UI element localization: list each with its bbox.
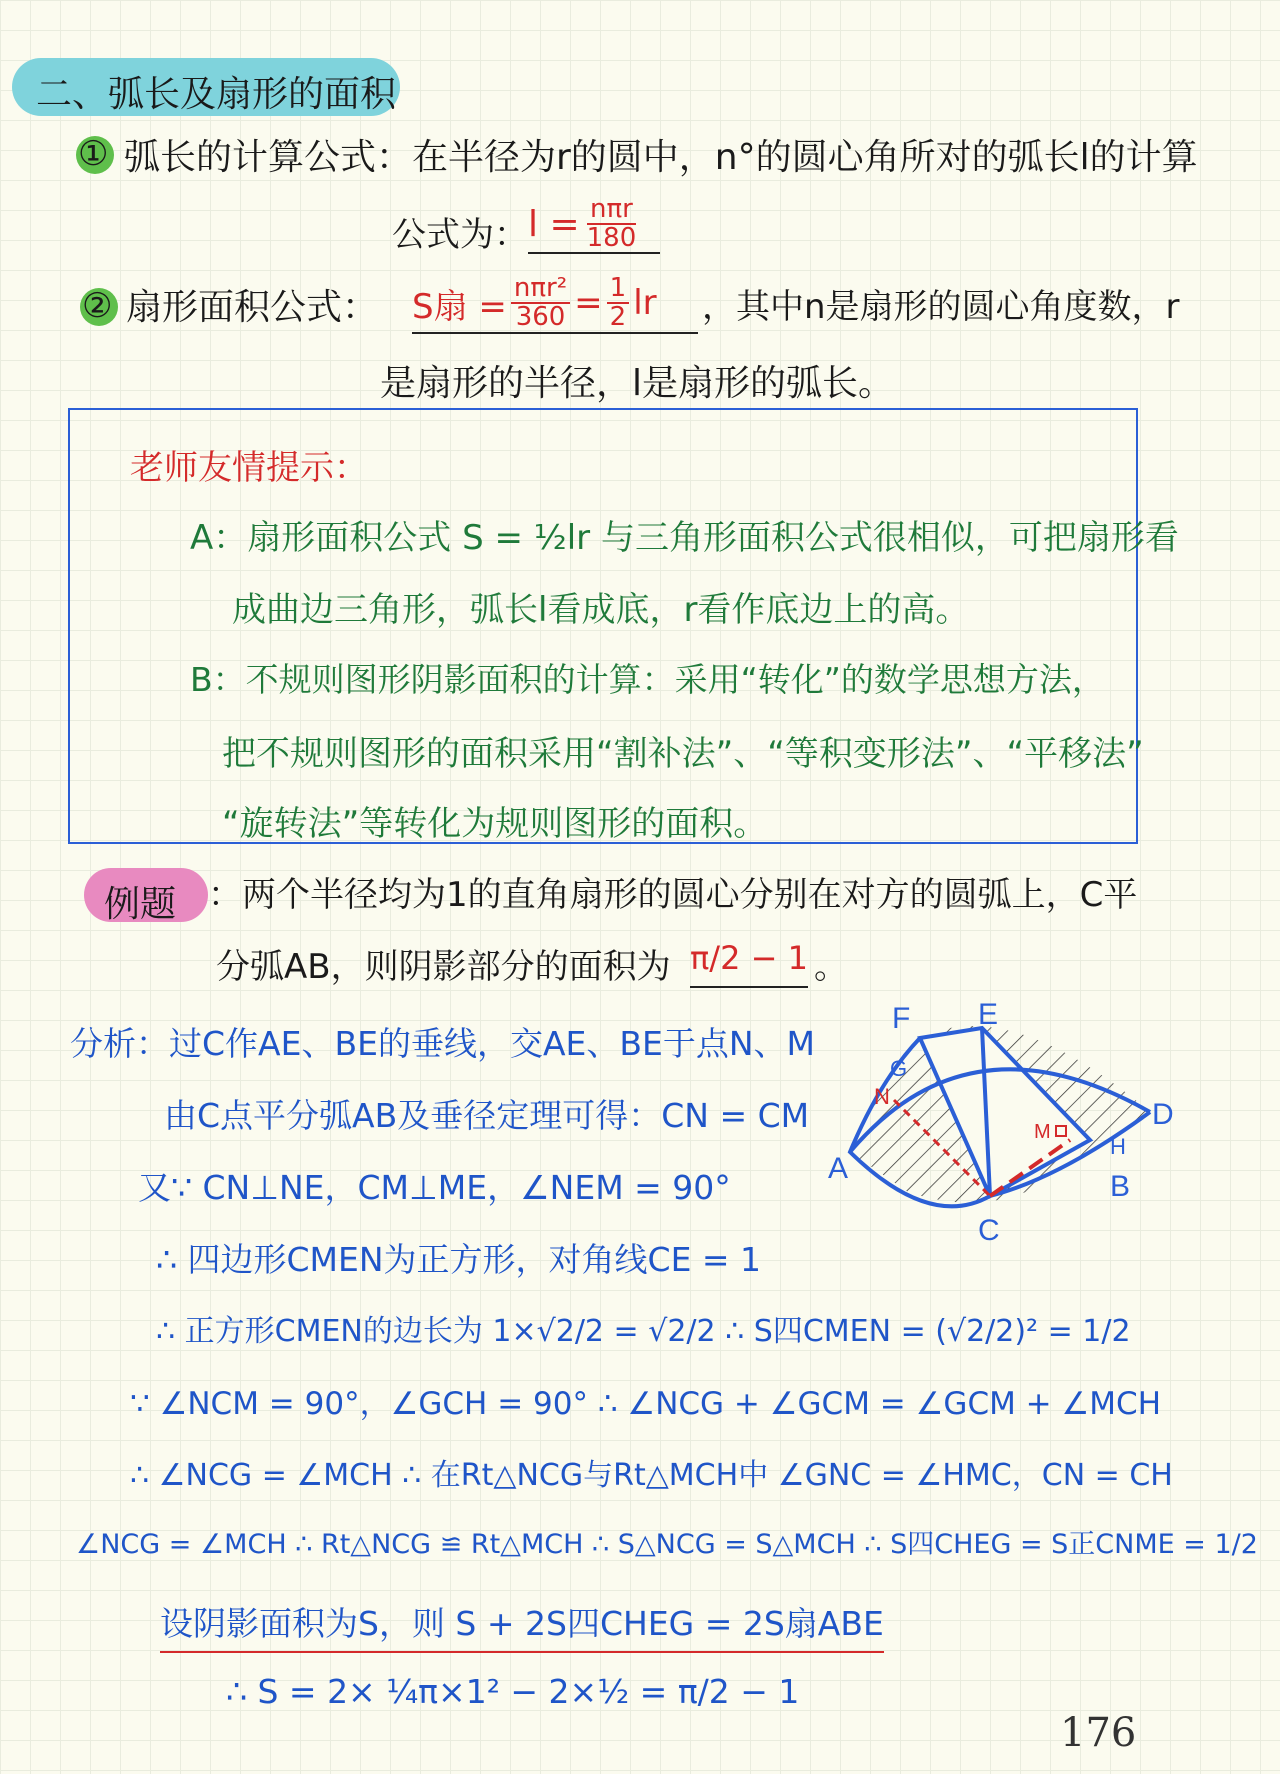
item2-number: ② [82,286,113,326]
item2-label: 扇形面积公式： [126,287,379,328]
arc-length-lhs: l = [528,203,580,245]
item2-desc1: ，其中n是扇形的圆心角度数，r [702,287,1180,327]
sector-area-frac1-den: 360 [515,302,566,332]
sector-area-frac2-num: 1 [607,275,630,304]
arc-length-numerator: nπr [587,196,636,225]
label-f: F [892,1002,911,1035]
label-c: C [978,1214,1000,1247]
label-a: A [828,1152,849,1185]
tip-a-line1: A：扇形面积公式 S = ½lr 与三角形面积公式很相似，可把扇形看 [190,518,1179,558]
sector-area-frac1-num: nπr² [511,275,570,304]
sector-area-lhs: S扇 = [412,286,507,327]
label-b: B [1110,1170,1131,1203]
label-g: G [890,1056,908,1081]
label-n: N [874,1084,890,1109]
arc-length-fraction [584,193,640,253]
geometry-figure [820,1000,1180,1250]
analysis-line1: 分析：过C作AE、BE的垂线，交AE、BE于点N、M [70,1024,816,1063]
item2-desc2: 是扇形的半径，l是扇形的弧长。 [380,363,895,404]
analysis-line8: ∠NCG = ∠MCH ∴ Rt△NCG ≌ Rt△MCH ∴ S△NCG = S△MCH ∴ S四CHEG = S正CNME = 1/2 [76,1529,1258,1560]
label-h: H [1110,1134,1126,1159]
teacher-tips-title: 老师友情提示： [130,448,368,488]
arc-length-denominator: 180 [586,223,637,253]
analysis-line7: ∴ ∠NCG = ∠MCH ∴ 在Rt△NCG与Rt△MCH中 ∠GNC = ∠HMC，CN = CH [130,1458,1173,1493]
tip-b-line3: “旋转法”等转化为规则图形的面积。 [222,804,768,844]
example-label: 例题 [104,884,177,925]
analysis-line9: 设阴影面积为S，则 S + 2S四CHEG = 2S扇ABE [160,1598,884,1653]
sector-area-fraction2 [607,272,630,332]
analysis-line5: ∴ 正方形CMEN的边长为 1×√2/2 = √2/2 ∴ S四CMEN = (√2/2)² = 1/2 [156,1314,1131,1349]
sector-area-tail: lr [633,283,657,323]
page-number: 176 [1060,1710,1137,1756]
item1-formula-prefix: 公式为： [392,215,528,255]
section-title: 二、弧长及扇形的面积 [36,74,397,115]
sector-area-eq2: = [574,283,603,323]
arc-length-formula [528,193,660,254]
label-m: M [1034,1121,1051,1143]
analysis-line2: 由C点平分弧AB及垂径定理可得：CN = CM [164,1096,810,1135]
sector-area-fraction1 [511,272,570,332]
example-answer: π/2 − 1 [690,930,808,988]
example-question-line2: 分弧AB，则阴影部分的面积为 [216,947,671,987]
tip-a-line2: 成曲边三角形，弧长l看成底，r看作底边上的高。 [232,590,970,630]
analysis-line3: 又∵ CN⊥NE，CM⊥ME，∠NEM = 90° [138,1168,731,1207]
label-e: E [978,1000,999,1031]
item1-number: ① [78,134,109,174]
analysis-line6: ∵ ∠NCM = 90°，∠GCH = 90° ∴ ∠NCG + ∠GCM = ∠GCM + ∠MCH [130,1386,1162,1422]
tip-b-line1: B：不规则图形阴影面积的计算：采用“转化”的数学思想方法， [190,660,1105,699]
sector-area-frac2-den: 2 [609,302,627,332]
sector-area-formula [412,274,698,334]
example-end: 。 [814,947,848,987]
analysis-line10: ∴ S = 2× ¼π×1² − 2×½ = π/2 − 1 [226,1672,800,1711]
item1-text: 弧长的计算公式：在半径为r的圆中，n°的圆心角所对的弧长l的计算 [124,137,1198,178]
tip-b-line2: 把不规则图形的面积采用“割补法”、“等积变形法”、“平移法” [222,734,1144,774]
label-d: D [1152,1098,1174,1131]
example-question-line1: ：两个半径均为1的直角扇形的圆心分别在对方的圆弧上，C平 [208,875,1138,915]
analysis-line4: ∴ 四边形CMEN为正方形，对角线CE = 1 [156,1240,762,1279]
